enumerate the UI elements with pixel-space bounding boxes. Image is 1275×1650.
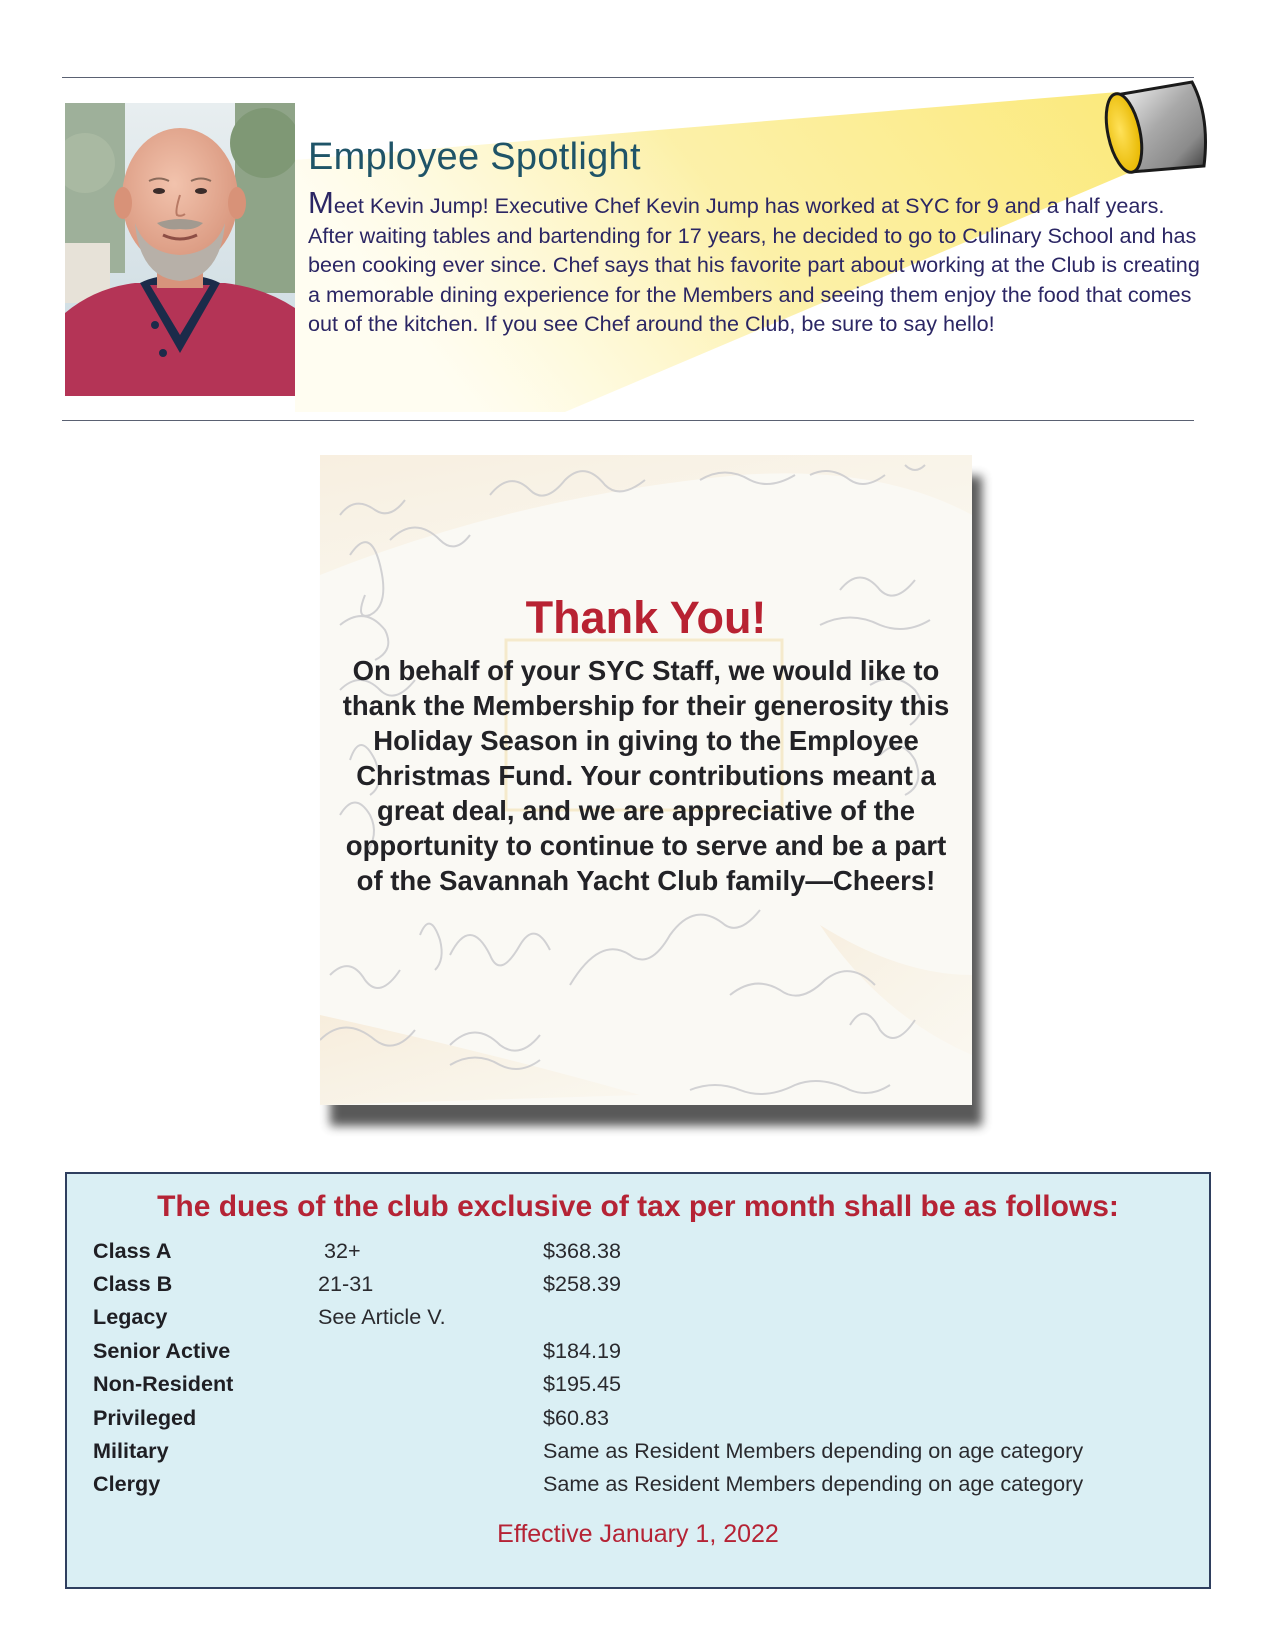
dues-class: Privileged	[93, 1404, 197, 1430]
thank-you-message: On behalf of your SYC Staff, we would like to thank the Membership for their generosity this Holiday Season in giving to the Employee Christmas Fund. Your contributions meant a great deal, and we are appreciative of the opportunity to continue to serve and be a part of the Savannah Yacht Club family—Cheers!	[342, 655, 950, 896]
flashlight-icon	[1100, 80, 1210, 190]
dues-amount: $195.45	[543, 1371, 622, 1397]
dues-rows	[93, 1234, 1193, 1501]
table-row	[93, 1267, 1193, 1300]
dues-table	[93, 1234, 1193, 1501]
thank-you-card	[320, 455, 972, 1105]
dues-class: Class B	[93, 1271, 173, 1297]
dues-class: Class A	[93, 1237, 172, 1263]
dues-amount: $368.38	[543, 1237, 622, 1263]
dues-amount: Same as Resident Members depending on age category	[543, 1438, 1084, 1464]
table-row	[93, 1334, 1193, 1367]
table-row	[93, 1434, 1193, 1467]
dues-age	[318, 1401, 543, 1434]
dues-amount: Same as Resident Members depending on age category	[543, 1471, 1084, 1497]
table-row	[93, 1401, 1193, 1434]
spotlight-title: Employee Spotlight	[308, 136, 641, 178]
chef-photo	[65, 103, 295, 396]
dues-age	[318, 1368, 543, 1401]
dues-class: Military	[93, 1438, 169, 1464]
dues-age: See Article V.	[318, 1304, 446, 1330]
dues-class: Non-Resident	[93, 1371, 234, 1397]
dues-amount: $258.39	[543, 1271, 622, 1297]
dues-age	[318, 1334, 543, 1367]
thank-you-title: Thank You!	[525, 592, 767, 643]
table-row	[93, 1468, 1193, 1501]
dues-age	[318, 1434, 543, 1467]
dues-class: Senior Active	[93, 1337, 231, 1363]
dues-age: 21-31	[318, 1271, 374, 1297]
spotlight-text: eet Kevin Jump! Executive Chef Kevin Jump has worked at SYC for 9 and a half years. After waiting tables and bartending for 17 years, he decided to go to Culinary School and has been cooking ever since. Chef says that his favorite part about working at the Club is creating a memorable dining experience for the Members and seeing them enjoy the food that comes out of the kitchen. If you see Chef around the Club, be sure to say hello!	[308, 193, 1200, 336]
table-row	[93, 1301, 1193, 1334]
dues-box	[65, 1172, 1211, 1589]
dues-age	[318, 1468, 543, 1501]
dues-amount: $60.83	[543, 1404, 610, 1430]
dues-age: 32+	[318, 1237, 361, 1263]
spotlight-body	[308, 185, 1203, 339]
section-divider	[62, 420, 1194, 421]
dues-class: Clergy	[93, 1471, 161, 1497]
effective-date: Effective January 1, 2022	[497, 1520, 779, 1548]
dues-amount: $184.19	[543, 1337, 622, 1363]
dues-amount	[543, 1301, 1193, 1334]
dues-title: The dues of the club exclusive of tax per month shall be as follows:	[157, 1190, 1119, 1223]
chef-portrait-icon	[65, 103, 295, 396]
table-row	[93, 1368, 1193, 1401]
spotlight-dropcap: M	[308, 185, 334, 220]
dues-class: Legacy	[93, 1304, 168, 1330]
table-row	[93, 1234, 1193, 1267]
